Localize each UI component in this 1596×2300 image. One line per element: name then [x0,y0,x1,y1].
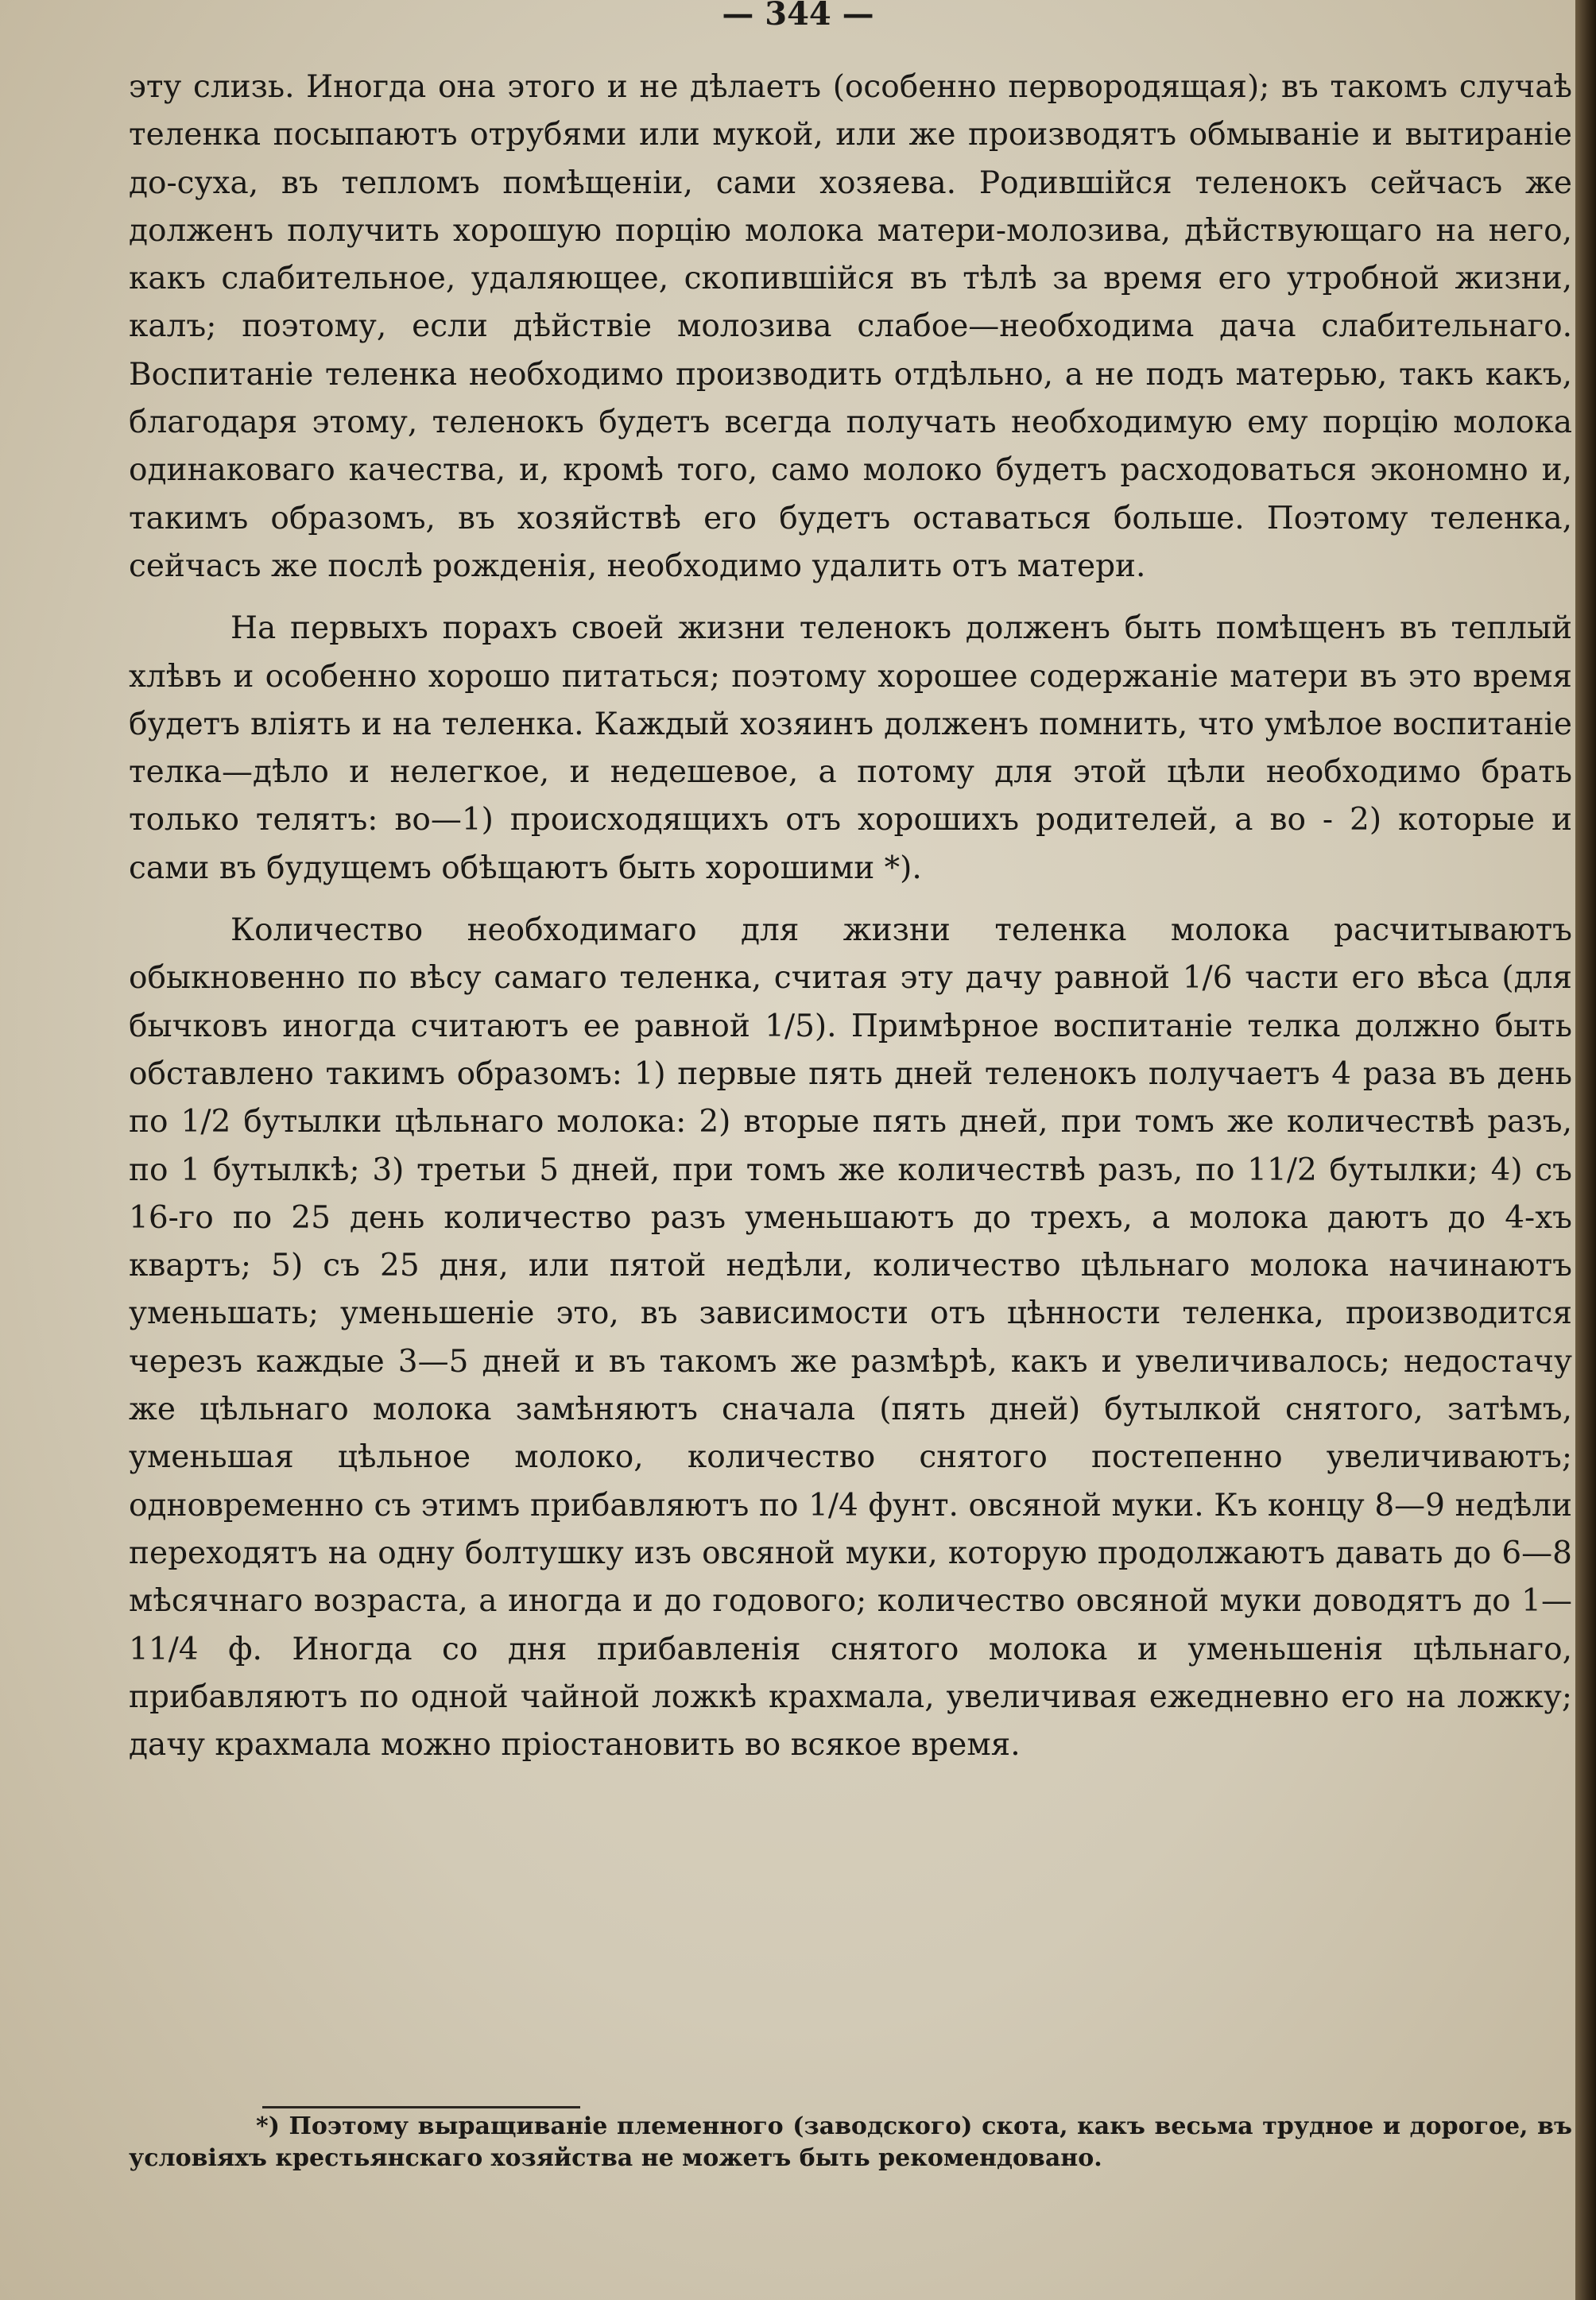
page-number: — 344 — [722,0,874,33]
footnote: *) Поэтому выращиваніе племенного (заводского) скота, какъ весьма трудное и дорогое, въ условіяхъ крестьянскаго хозяйства не можетъ быть рекомендовано. [129,2112,1572,2172]
footnote-separator [262,2106,580,2108]
main-text [129,64,1572,1769]
paragraph-2: На первыхъ порахъ своей жизни теленокъ долженъ быть помѣщенъ въ теплый хлѣвъ и особенно хорошо питаться; поэтому хорошее содержаніе матери въ это время будетъ вліять и на теленка. Каждый хозяинъ долженъ помнить, что умѣлое воспитаніе телка—дѣло и нелегкое, и недешевое, а потому для этой цѣли необходимо брать только телятъ: во—1) происходящихъ отъ хорошихъ родителей, а во - 2) которые и сами въ будущемъ обѣщаютъ быть хорошими *). [129,610,1572,886]
paragraph-1: эту слизь. Иногда она этого и не дѣлаетъ (особенно первородящая); въ такомъ случаѣ теленка посыпаютъ отрубями или мукой, или же производятъ обмываніе и вытираніе до-суха, въ тепломъ помѣщеніи, сами хозяева. Родившійся теленокъ сейчасъ же долженъ получить хорошую порцію молока матери-молозива, дѣйствующаго на него, какъ слабительное, удаляющее, скопившійся въ тѣлѣ за время его утробной жизни, калъ; поэтому, если дѣйствіе молозива слабое—необходима дача слабительнаго. Воспитаніе теленка необходимо производить отдѣльно, а не подъ матерью, такъ какъ, благодаря этому, теленокъ будетъ всегда получать необходимую ему порцію молока одинаковаго качества, и, кромѣ того, само молоко будетъ расходоваться экономно и, такимъ образомъ, въ хозяйствѣ его будетъ оставаться больше. Поэтому теленка, сейчасъ же послѣ рожденія, необходимо удалить отъ матери. [129,69,1572,584]
book-binding-edge [1575,0,1596,2300]
paragraph-3: Количество необходимаго для жизни теленка молока расчитываютъ обыкновенно по вѣсу самаго теленка, считая эту дачу равной 1/6 части его вѣса (для бычковъ иногда считаютъ ее равной 1/5). Примѣрное воспитаніе телка должно быть обставлено такимъ образомъ: 1) первые пять дней теленокъ получаетъ 4 раза въ день по 1/2 бутылки цѣльнаго молока: 2) вторые пять дней, при томъ же количествѣ разъ, по 1 бутылкѣ; 3) третьи 5 дней, при томъ же количествѣ разъ, по 11/2 бутылки; 4) съ 16-го по 25 день количество разъ уменьшаютъ до трехъ, а молока даютъ до 4-хъ квартъ; 5) съ 25 дня, или пятой недѣли, количество цѣльнаго молока начинаютъ уменьшать; уменьшеніе это, въ зависимости отъ цѣнности теленка, производится черезъ каждые 3—5 дней и въ такомъ же размѣрѣ, какъ и увеличивалось; недостачу же цѣльнаго молока замѣняютъ сначала (пять дней) бутылкой снятого, затѣмъ, уменьшая цѣльное молоко, количество снятого постепенно увеличиваютъ; одновременно съ этимъ прибавляютъ по 1/4 фунт. овсяной муки. Къ концу 8—9 недѣли переходятъ на одну болтушку изъ овсяной муки, которую продолжаютъ давать до 6—8 мѣсячнаго возраста, а иногда и до годового; количество овсяной муки доводятъ до 1—11/4 ф. Иногда со дня прибавленія снятого молока и уменьшенія цѣльнаго, прибавляютъ по одной чайной ложкѣ крахмала, увеличивая ежедневно его на ложку; дачу крахмала можно пріостановить во всякое время. [129,912,1572,1764]
